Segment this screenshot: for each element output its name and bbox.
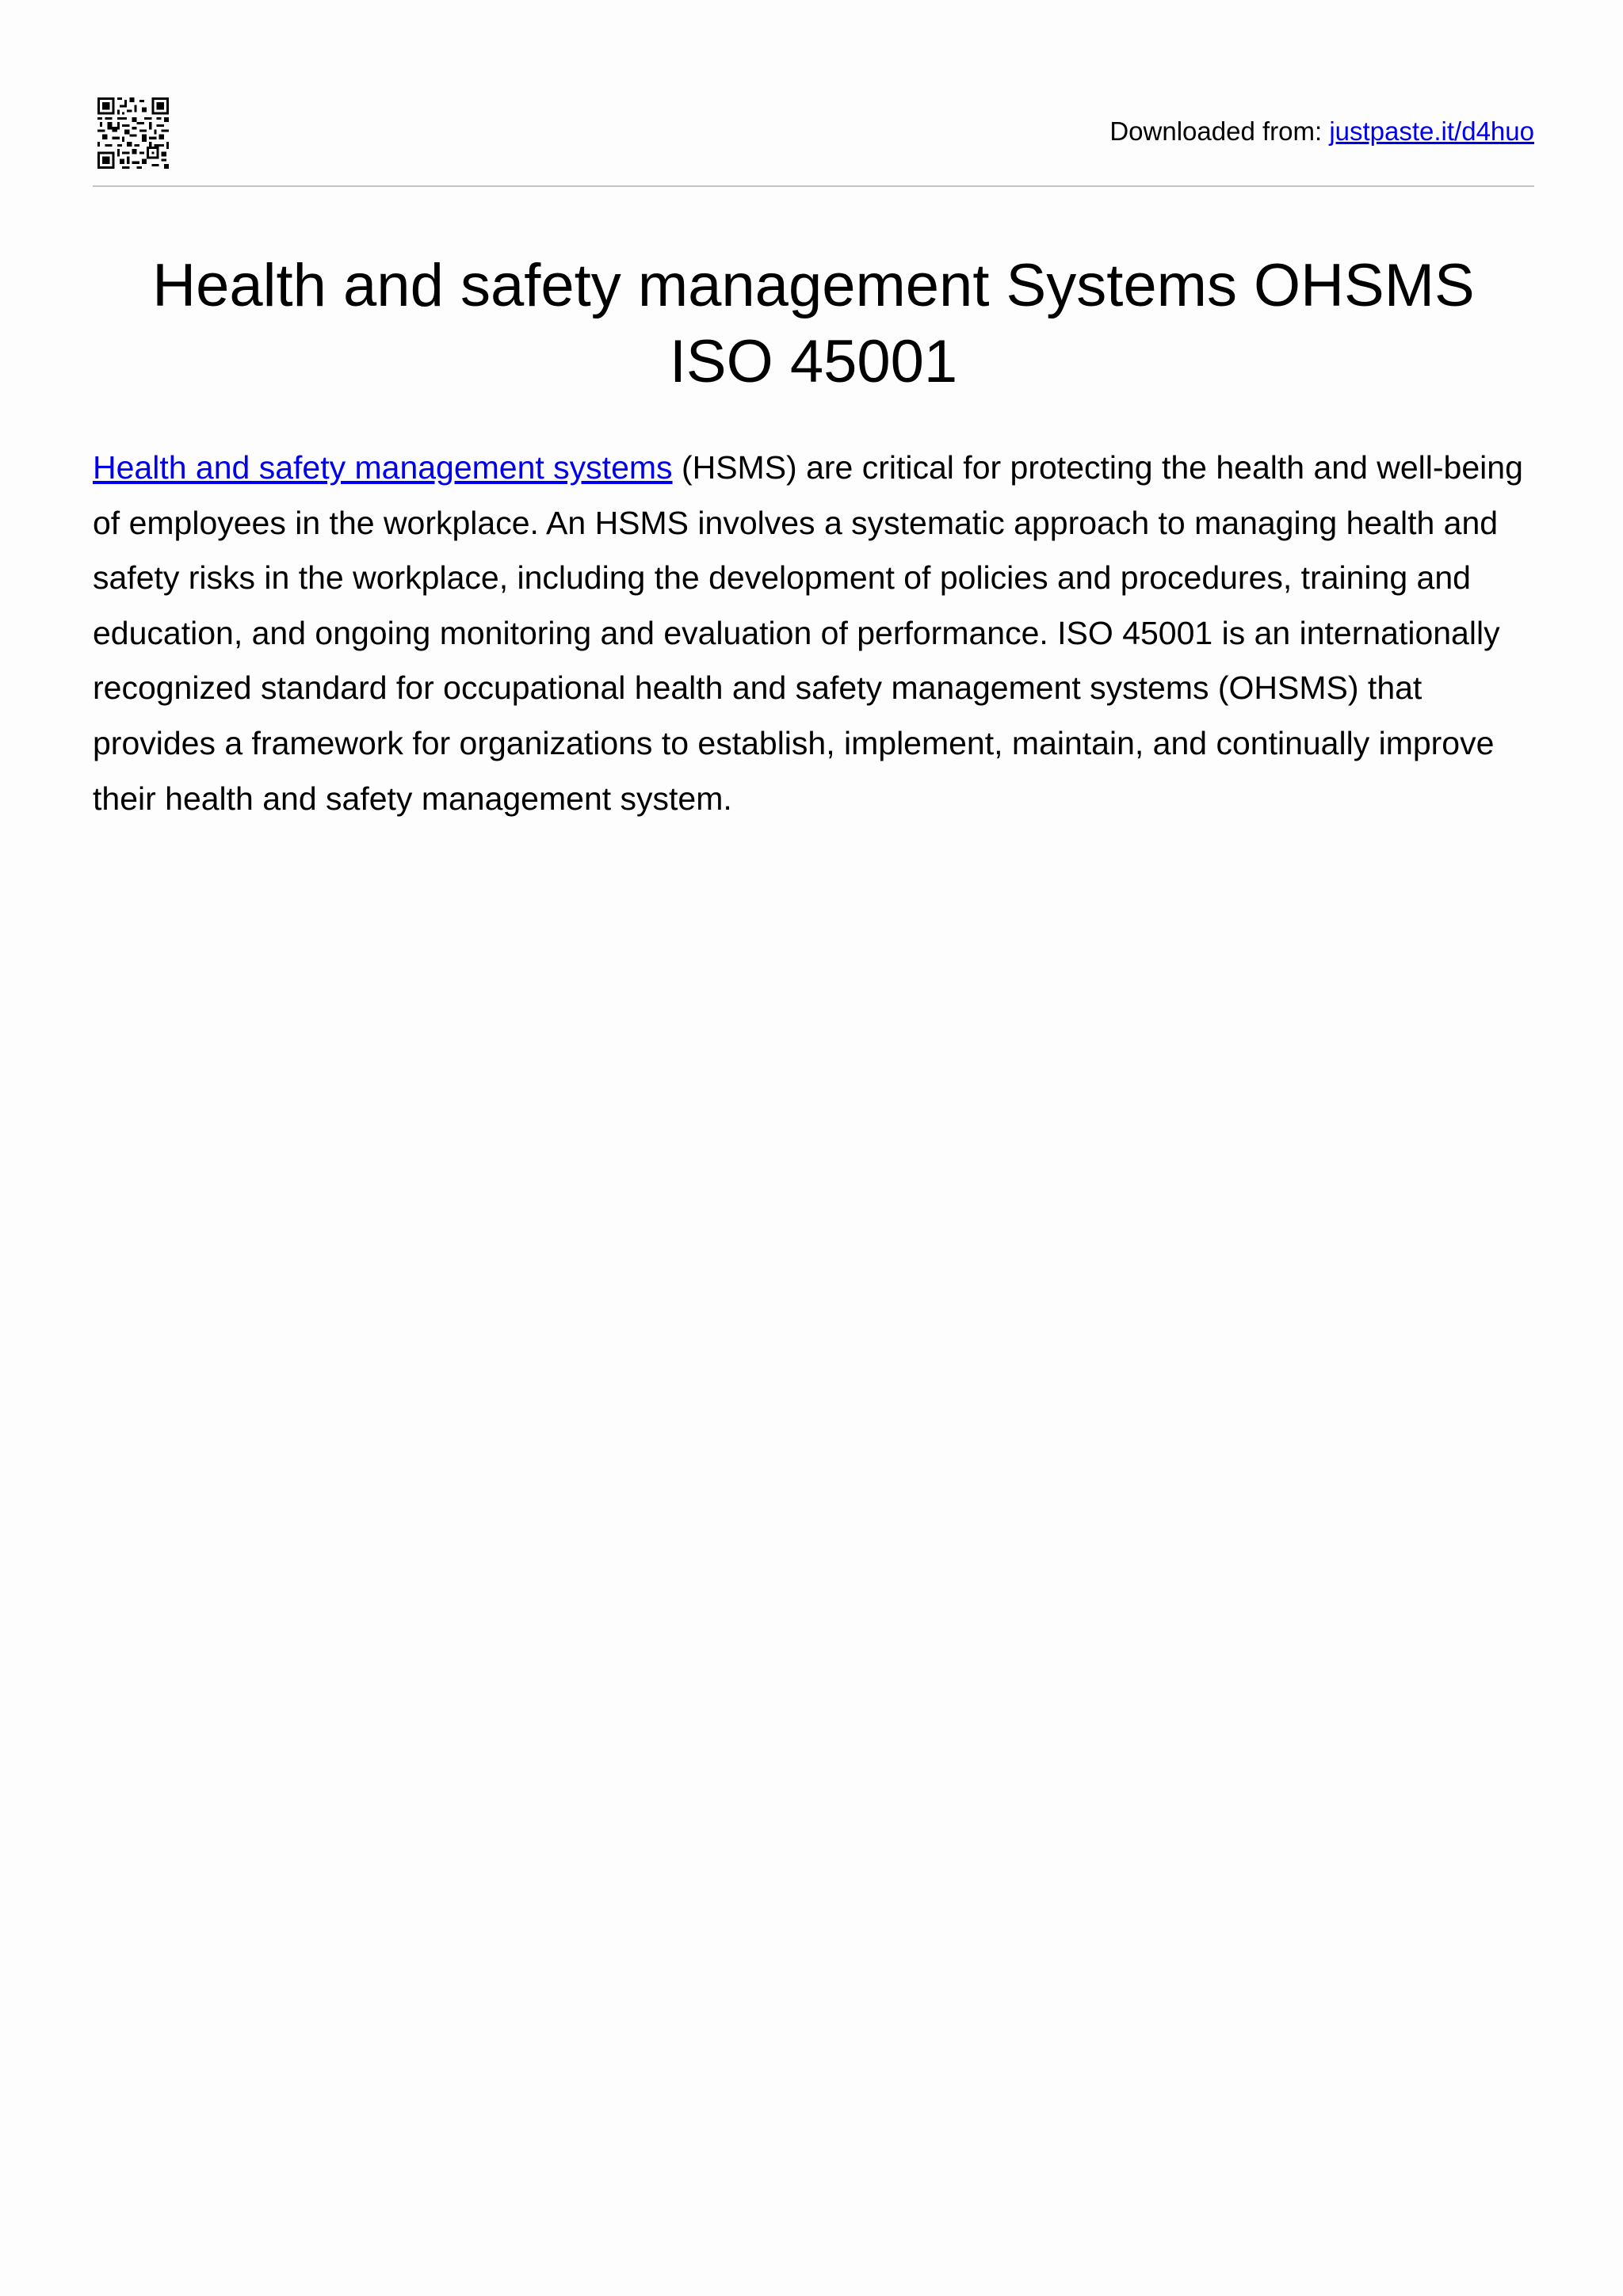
body-paragraph-text: (HSMS) are critical for protecting the health and well-being of employees in the workplace. An HSMS involves a systematic approach to managing health and safety risks in the workplace, including the development of policies and procedures, training and education, and ongoing monitoring and evaluation of performance. ISO 45001 is an internationally recognized standard for occupational health and safety management systems (OHSMS) that provides a framework for organizations to establish, implement, maintain, and continually improve their health and safety management system. xyxy=(93,449,1523,817)
page-header xyxy=(93,93,1534,187)
document-title: Health and safety management Systems OHSMS ISO 45001 xyxy=(152,252,1475,395)
body-paragraph xyxy=(93,441,1534,826)
source-link[interactable]: justpaste.it/d4huo xyxy=(1329,116,1534,146)
download-source xyxy=(1109,116,1534,147)
hsms-link[interactable]: Health and safety management systems xyxy=(93,449,673,486)
qr-code-icon xyxy=(97,97,169,169)
downloaded-label: Downloaded from: xyxy=(1109,116,1323,146)
